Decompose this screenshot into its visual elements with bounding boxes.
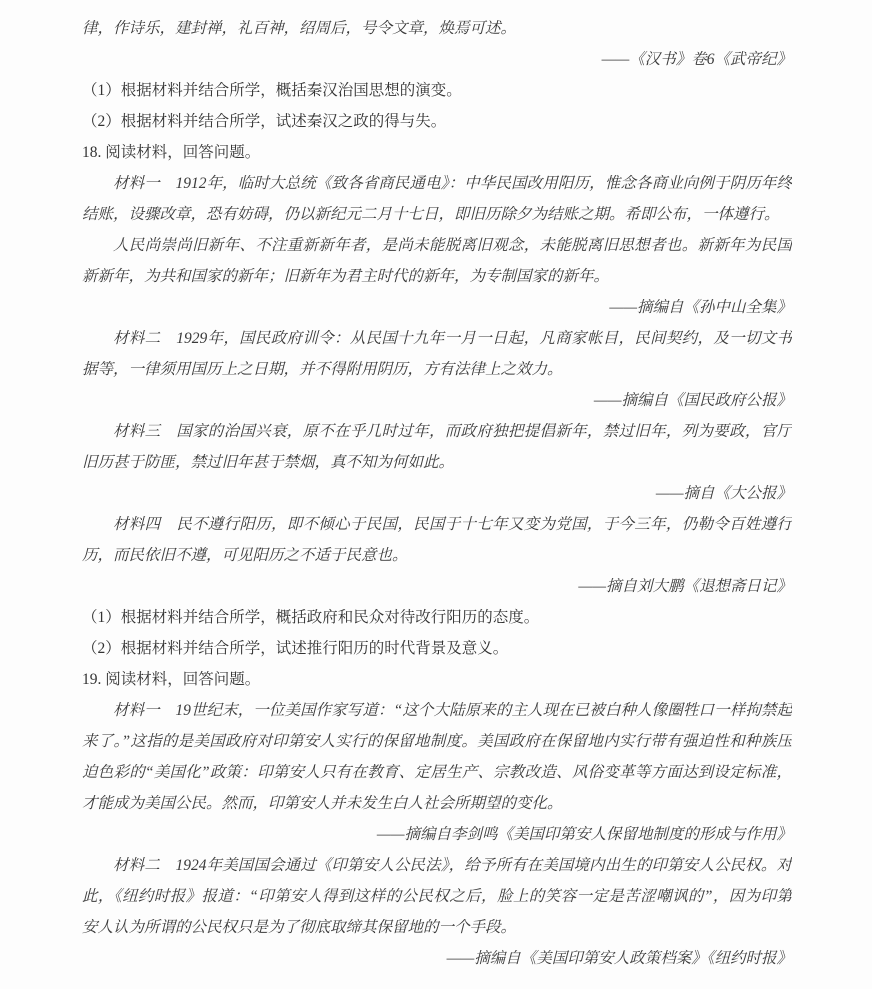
q18-material4-line2: 历，而民依旧不遵，可见阳历之不适于民意也。 xyxy=(82,547,408,564)
q18-material1-line1: 材料一 1912年，临时大总统《致各省商民通电》：中华民国改用阳历，惟念各商业向例于阴历年终 xyxy=(113,175,792,192)
q19-header: 19. 阅读材料，回答问题。 xyxy=(82,671,261,688)
q18-sub-question-2: （2）根据材料并结合所学，试述推行阳历的时代背景及意义。 xyxy=(82,640,509,657)
q18-sub-question-1: （1）根据材料并结合所学，概括政府和民众对待改行阳历的态度。 xyxy=(82,609,540,626)
q19-citation-lijianming: ——摘编自李剑鸣《美国印第安人保留地制度的形成与作用》 xyxy=(376,826,792,843)
q18-citation-gongbao: ——摘编自《国民政府公报》 xyxy=(593,392,792,409)
q19-citation-archives: ——摘编自《美国印第安人政策档案》《纽约时报》 xyxy=(446,950,792,967)
q18-material1-para2-line2: 新新年，为共和国家的新年；旧新年为君主时代的新年，为专制国家的新年。 xyxy=(82,268,610,285)
q18-citation-dagongbao: ——摘自《大公报》 xyxy=(655,485,792,502)
q17-material-tail-line: 律，作诗乐，建封禅，礼百神，绍周后，号令文章，焕焉可述。 xyxy=(82,20,517,37)
q19-material2-line2: 此，《纽约时报》报道：“印第安人得到这样的公民权之后，脸上的笑容一定是苦涩嘲讽的”，因为印第 xyxy=(82,888,792,905)
q17-sub-question-2: （2）根据材料并结合所学，试述秦汉之政的得与失。 xyxy=(82,113,447,130)
q18-material2-line2: 据等，一律须用国历上之日期，并不得附用阴历，方有法律上之效力。 xyxy=(82,361,563,378)
q19-material2-line1: 材料二 1924年美国国会通过《印第安人公民法》，给予所有在美国境内出生的印第安人公民权。对 xyxy=(113,857,792,874)
q19-material1-line1: 材料一 19世纪末，一位美国作家写道：“这个大陆原来的主人现在已被白种人像圈牲口一样拘禁起 xyxy=(113,702,792,719)
q19-material1-line4: 才能成为美国公民。然而，印第安人并未发生白人社会所期望的变化。 xyxy=(82,795,563,812)
q18-material2-line1: 材料二 1929年，国民政府训令：从民国十九年一月一日起，凡商家帐目，民间契约，及一切文书 xyxy=(113,330,792,347)
q19-material1-line3: 迫色彩的“美国化”政策：印第安人只有在教育、定居生产、宗教改造、风俗变革等方面达到设定标准， xyxy=(82,764,792,781)
q19-material2-line3: 安人认为所谓的公民权只是为了彻底取缔其保留地的一个手段。 xyxy=(82,919,517,936)
q18-citation-sunzhongshan: ——摘编自《孙中山全集》 xyxy=(609,299,792,316)
q18-material3-line1: 材料三 国家的治国兴衰，原不在乎几时过年，而政府独把提倡新年，禁过旧年，列为要政，官厅 xyxy=(113,423,792,440)
q18-material3-line2: 旧历甚于防匪，禁过旧年甚于禁烟，真不知为何如此。 xyxy=(82,454,455,471)
q18-citation-tuixiangzhai: ——摘自刘大鹏《退想斋日记》 xyxy=(578,578,792,595)
q18-material4-line1: 材料四 民不遵行阳历，即不倾心于民国，民国于十七年又变为党国，于今三年，仍勒令百姓遵行 xyxy=(113,516,792,533)
q19-material1-line2: 来了。”这指的是美国政府对印第安人实行的保留地制度。美国政府在保留地内实行带有强迫性和种族压 xyxy=(82,733,792,750)
q18-header: 18. 阅读材料，回答问题。 xyxy=(82,144,261,161)
q17-citation-hanshu: ——《汉书》卷6《武帝纪》 xyxy=(601,51,792,68)
q18-material1-para2-line1: 人民尚崇尚旧新年、不注重新新年者，是尚未能脱离旧观念，未能脱离旧思想者也。新新年为民国 xyxy=(113,237,792,254)
q17-sub-question-1: （1）根据材料并结合所学，概括秦汉治国思想的演变。 xyxy=(82,82,462,99)
q18-material1-line2: 结账，设骤改章，恐有妨碍，仍以新纪元二月十七日，即旧历除夕为结账之期。希即公布，一体遵行。 xyxy=(82,206,780,223)
